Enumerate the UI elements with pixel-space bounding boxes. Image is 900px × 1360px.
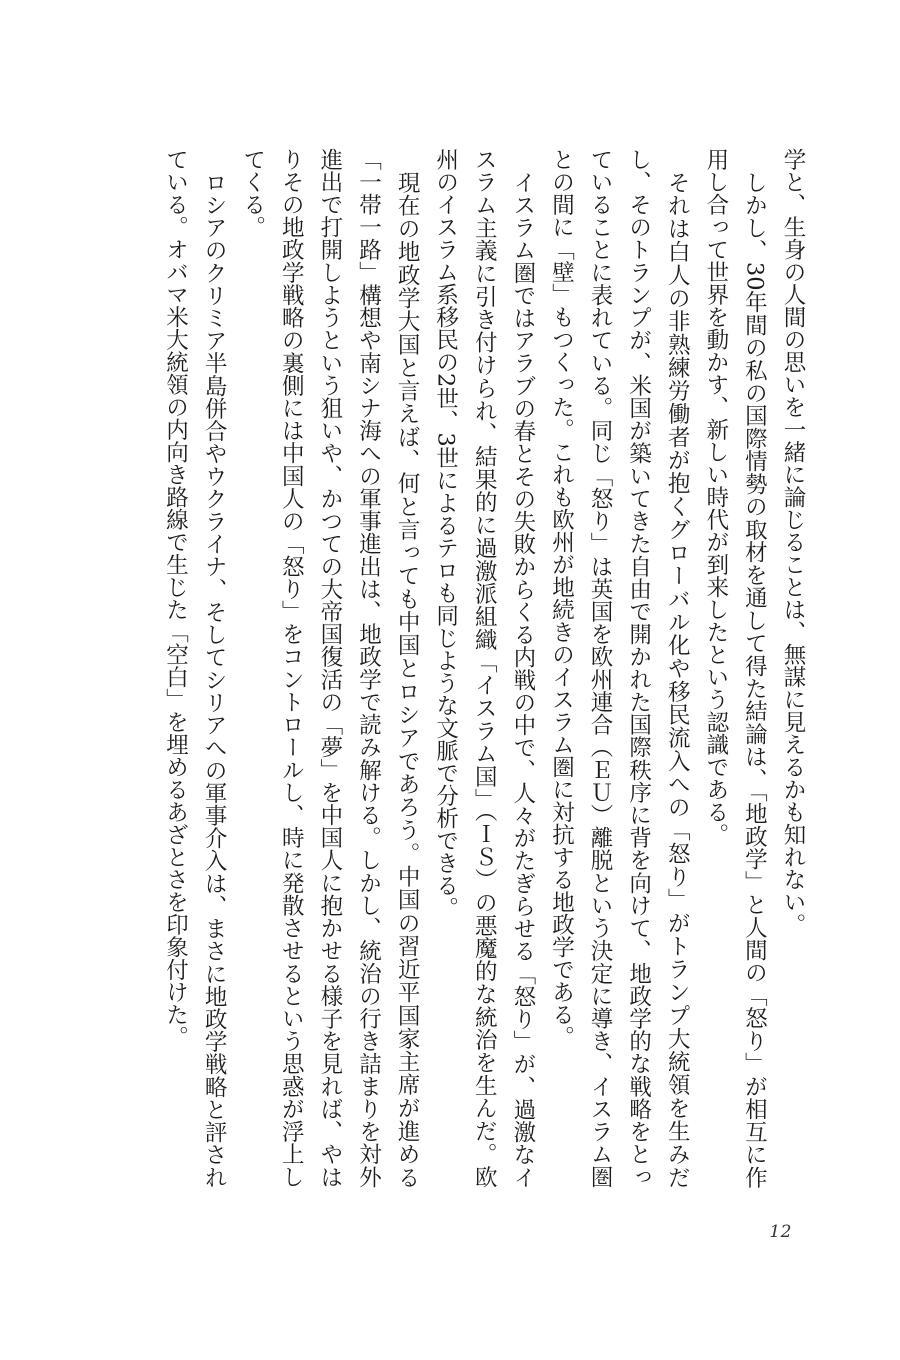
body-text — [82, 148, 812, 1188]
paragraph-3: それは白人の非熟練労働者が抱くグローバル化や移民流入への「怒り」がトランプ大統領を生みだし、そのトランプが、米国が築いてきた自由で開かれた国際秩序に背を向けて、地政学的な戦略をとっていることに表れている。同じ「怒り」は英国を欧州連合（ＥＵ）離脱という決定に導き、イスラム圏との間に「壁」もつくった。これも欧州が地続きのイスラム圏に対抗する地政学である。 — [548, 148, 691, 1188]
page-number: 12 — [769, 1222, 792, 1242]
paragraph-4: イスラム圏ではアラブの春とその失敗からくる内戦の中で、人々がたぎらせる「怒り」が、過激なイスラム主義に引き付けられ、結果的に過激派組織「イスラム国」（ＩＳ）の悪魔的な統治を生んだ。欧州のイスラム系移民の2世、3世によるテロも同じような文脈で分析できる。 — [432, 148, 536, 1188]
paragraph-2: しかし、30年間の私の国際情勢の取材を通して得た結論は、「地政学」と人間の「怒り」が相互に作用し合って世界を動かす、新しい時代が到来したという認識である。 — [702, 148, 768, 1188]
paragraph-1: 学と、生身の人間の思いを一緒に論じることは、無謀に見えるかも知れない。 — [780, 148, 806, 936]
paragraph-5: 現在の地政学大国と言えば、何と言っても中国とロシアであろう。中国の習近平国家主席が進める「一帯一路」構想や南シナ海への軍事進出は、地政学で読み解ける。しかし、統治の行き詰まりを対外進出で打開しようという狙いや、かつての大帝国復活の「夢」を中国人に抱かせる様子を見れば、やはりその地政学戦略の裏側には中国人の「怒り」をコントロールし、時に発散させるという思惑が浮上してくる。 — [239, 148, 421, 1188]
paragraph-6: ロシアのクリミア半島併合やウクライナ、そしてシリアへの軍事介入は、まさに地政学戦略と評されている。オバマ米大統領の内向き路線で生じた「空白」を埋めるあざとさを印象付けた。 — [162, 148, 228, 1188]
